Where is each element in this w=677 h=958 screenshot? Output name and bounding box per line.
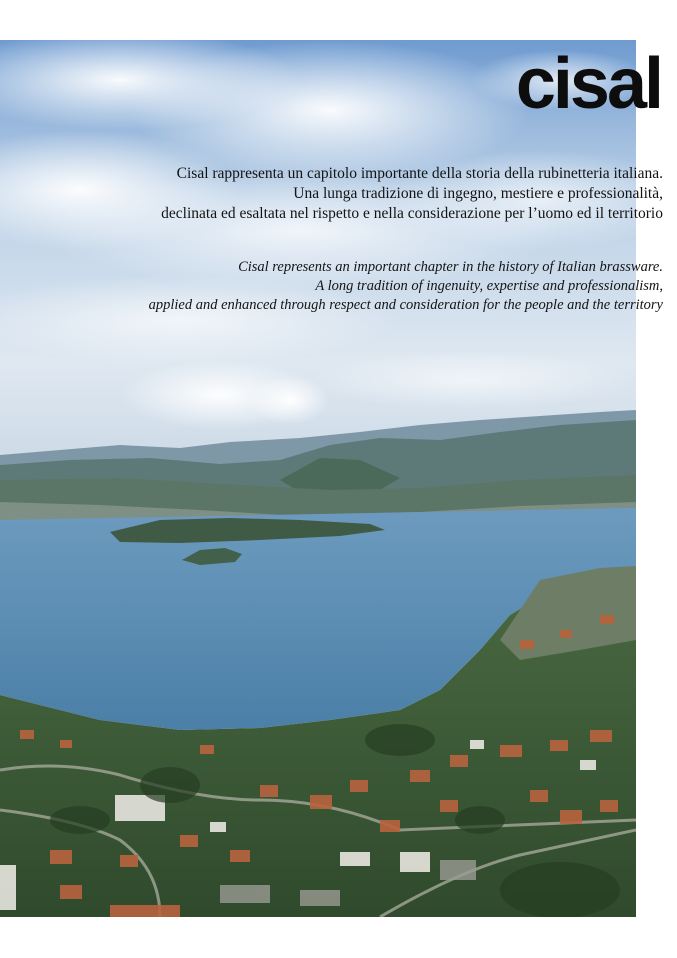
brand-logo: cisal — [515, 44, 661, 124]
intro-english-line-2: A long tradition of ingenuity, expertise and professionalism, — [315, 278, 663, 294]
intro-italian-line-2: Una lunga tradizione di ingegno, mestiere e professionalità, — [293, 185, 663, 202]
intro-english-line-3: applied and enhanced through respect and consideration for the people and the territory — [148, 297, 663, 313]
intro-english-line-1: Cisal represents an important chapter in the history of Italian brassware. — [238, 259, 663, 275]
intro-italian — [53, 164, 663, 224]
intro-english — [53, 258, 663, 315]
intro-italian-line-1: Cisal rappresenta un capitolo importante della storia della rubinetteria italiana. — [176, 165, 663, 182]
intro-italian-line-3: declinata ed esaltata nel rispetto e nella considerazione per l’uomo ed il territorio — [161, 205, 663, 222]
